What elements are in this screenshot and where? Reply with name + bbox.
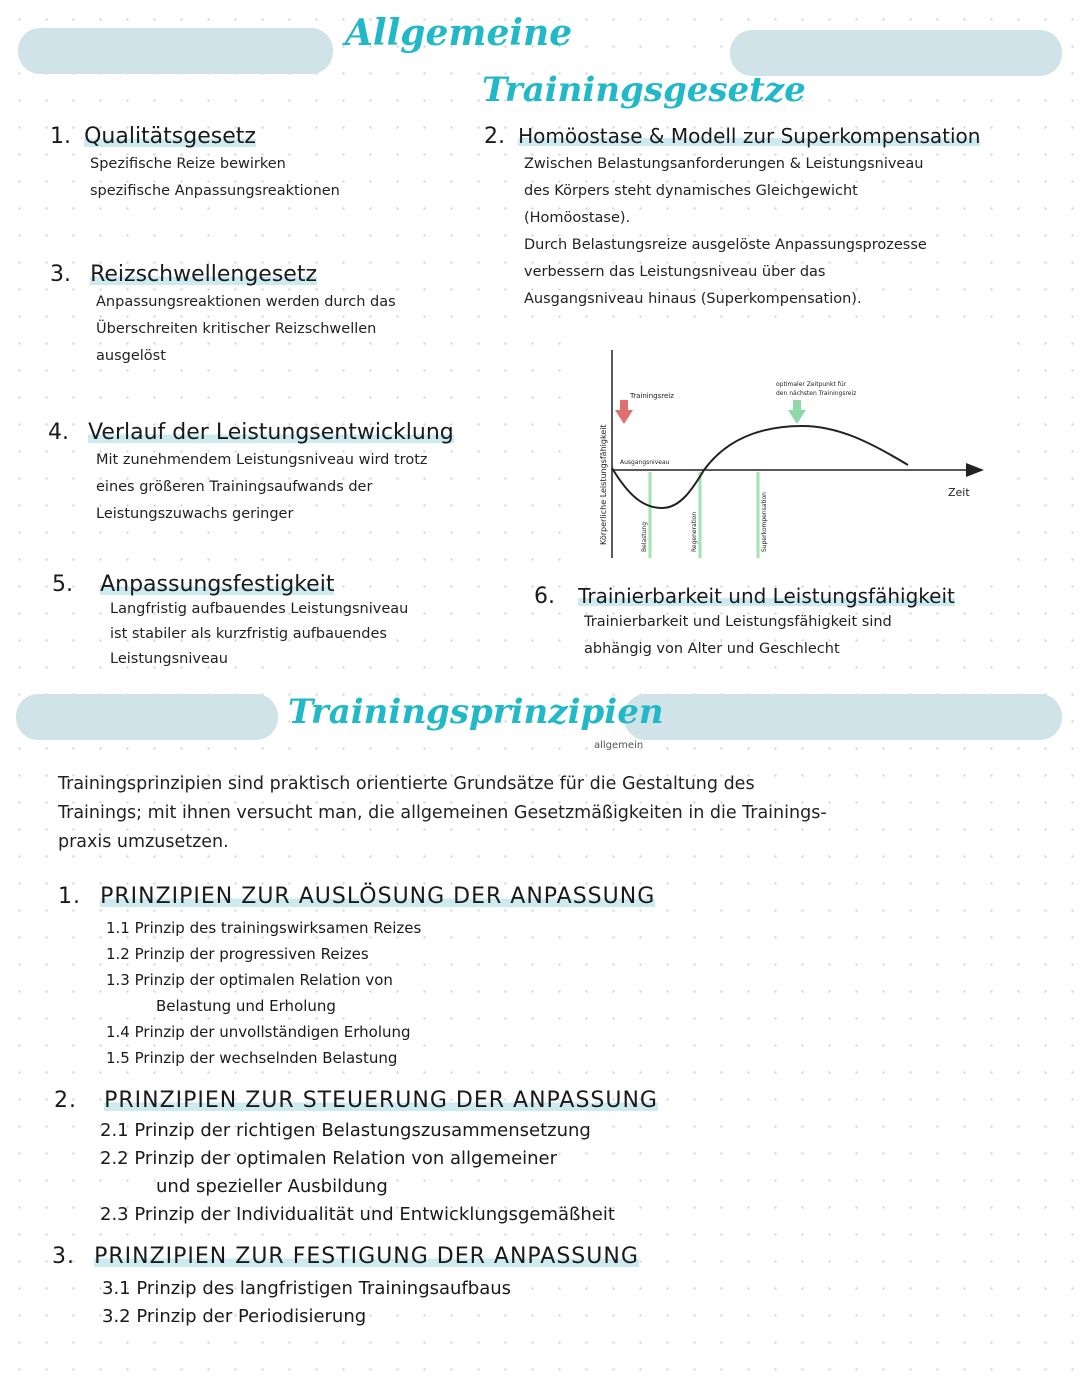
- principle-group-2: [54, 1088, 954, 1229]
- law-line: ausgelöst: [96, 348, 166, 364]
- header-pill-left: [18, 28, 333, 74]
- law-line: Ausgangsniveau hinaus (Superkompensation).: [524, 291, 862, 307]
- group-number: 3.: [52, 1244, 75, 1269]
- y-axis-label: Körperliche Leistungsfähigkeit: [599, 424, 608, 545]
- law-line: abhängig von Alter und Geschlecht: [584, 641, 840, 657]
- phase-label-supercompensation: Superkompensation: [761, 492, 768, 552]
- baseline-label: Ausgangsniveau: [620, 459, 670, 466]
- law-5: [52, 572, 512, 672]
- law-line: eines größeren Trainingsaufwands der: [96, 479, 373, 495]
- principle-item: 3.1 Prinzip des langfristigen Trainingsaufbaus: [102, 1278, 512, 1299]
- law-title: Reizschwellengesetz: [90, 262, 317, 287]
- law-number: 5.: [52, 572, 73, 597]
- section-subtitle: allgemein: [594, 740, 644, 751]
- law-4: [48, 420, 528, 528]
- law-line: Mit zunehmendem Leistungsniveau wird trotz: [96, 452, 428, 468]
- supercompensation-diagram: [570, 330, 1000, 570]
- law-line: Leistungsniveau: [110, 651, 228, 667]
- intro-line: praxis umzusetzen.: [58, 832, 229, 852]
- principles-intro: [58, 770, 1058, 857]
- principle-group-3: [52, 1244, 952, 1331]
- law-2: [484, 124, 1074, 313]
- page-title-line1: Allgemeine: [345, 12, 573, 54]
- law-title: Qualitätsgesetz: [84, 124, 256, 149]
- law-line: spezifische Anpassungsreaktionen: [90, 183, 340, 199]
- principle-item: 1.3 Prinzip der optimalen Relation von: [106, 971, 393, 989]
- principle-item: 1.1 Prinzip des trainingswirksamen Reizes: [106, 919, 422, 937]
- law-line: Zwischen Belastungsanforderungen & Leistungsniveau: [524, 156, 924, 172]
- law-line: Durch Belastungsreize ausgelöste Anpassungsprozesse: [524, 237, 927, 253]
- law-line: (Homöostase).: [524, 210, 631, 226]
- principle-item: 2.3 Prinzip der Individualität und Entwicklungsgemäßheit: [100, 1204, 615, 1225]
- principle-item: 1.2 Prinzip der progressiven Reizes: [106, 945, 369, 963]
- law-line: Leistungszuwachs geringer: [96, 506, 294, 522]
- law-line: verbessern das Leistungsniveau über das: [524, 264, 826, 280]
- law-title: Homöostase & Modell zur Superkompensation: [518, 124, 981, 148]
- phase-label-regeneration: Regeneration: [691, 511, 698, 552]
- group-title: PRINZIPIEN ZUR FESTIGUNG DER ANPASSUNG: [94, 1244, 639, 1269]
- stimulus-label: Trainingsreiz: [630, 392, 674, 400]
- principle-item: 2.2 Prinzip der optimalen Relation von allgemeiner: [100, 1148, 558, 1169]
- law-line: Überschreiten kritischer Reizschwellen: [96, 321, 377, 337]
- law-title: Anpassungsfestigkeit: [100, 572, 335, 597]
- group-number: 2.: [54, 1088, 77, 1113]
- law-number: 4.: [48, 420, 69, 445]
- law-line: Spezifische Reize bewirken: [90, 156, 286, 172]
- law-number: 1.: [50, 124, 71, 149]
- principle-item: 3.2 Prinzip der Periodisierung: [102, 1306, 367, 1327]
- optimal-time-label: den nächsten Trainingsreiz: [776, 390, 857, 397]
- law-line: Trainierbarkeit und Leistungsfähigkeit sind: [584, 614, 892, 630]
- law-number: 3.: [50, 262, 71, 287]
- x-axis-label: Zeit: [948, 486, 970, 499]
- group-title: PRINZIPIEN ZUR AUSLÖSUNG DER ANPASSUNG: [100, 884, 656, 909]
- law-line: Anpassungsreaktionen werden durch das: [96, 294, 396, 310]
- law-6: [534, 584, 1054, 663]
- group-number: 1.: [58, 884, 81, 909]
- principle-item-continuation: Belastung und Erholung: [156, 997, 336, 1015]
- law-title: Trainierbarkeit und Leistungsfähigkeit: [578, 584, 955, 608]
- law-line: Langfristig aufbauendes Leistungsniveau: [110, 601, 409, 617]
- law-number: 6.: [534, 584, 555, 609]
- law-1: [50, 124, 470, 205]
- principle-item-continuation: und spezieller Ausbildung: [156, 1176, 388, 1197]
- section-pill-right: [624, 694, 1062, 740]
- intro-line: Trainingsprinzipien sind praktisch orientierte Grundsätze für die Gestaltung des: [58, 774, 755, 794]
- group-title: PRINZIPIEN ZUR STEUERUNG DER ANPASSUNG: [104, 1088, 658, 1113]
- law-3: [50, 262, 520, 370]
- principle-group-1: [58, 884, 958, 1071]
- optimal-time-label: optimaler Zeitpunkt für: [776, 381, 847, 388]
- law-number: 2.: [484, 124, 505, 149]
- page-title-line2: Trainingsgesetze: [482, 70, 806, 110]
- law-line: des Körpers steht dynamisches Gleichgewicht: [524, 183, 858, 199]
- section-title: Trainingsprinzipien: [288, 692, 664, 732]
- principle-item: 1.5 Prinzip der wechselnden Belastung: [106, 1049, 398, 1067]
- intro-line: Trainings; mit ihnen versucht man, die allgemeinen Gesetzmäßigkeiten in die Trainings-: [58, 803, 827, 823]
- law-title: Verlauf der Leistungsentwicklung: [88, 420, 454, 445]
- law-line: ist stabiler als kurzfristig aufbauendes: [110, 626, 387, 642]
- principle-item: 2.1 Prinzip der richtigen Belastungszusammensetzung: [100, 1120, 591, 1141]
- principle-item: 1.4 Prinzip der unvollständigen Erholung: [106, 1023, 411, 1041]
- diagram-background: [570, 330, 1000, 570]
- section-pill-left: [16, 694, 278, 740]
- phase-label-load: Belastung: [641, 521, 648, 552]
